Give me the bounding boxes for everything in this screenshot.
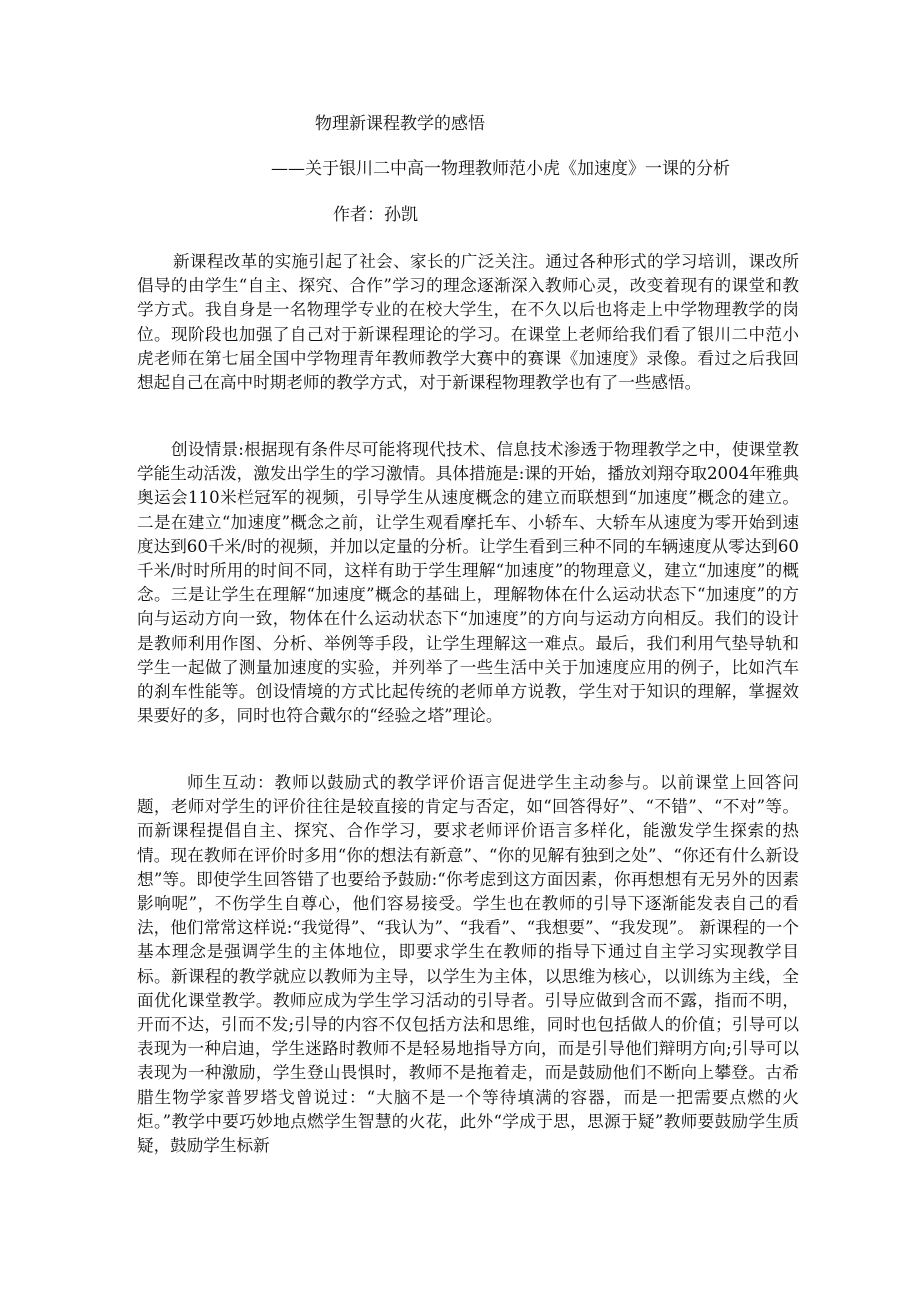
document-subtitle: ——关于银川二中高一物理教师范小虎《加速度》一课的分析 — [271, 159, 730, 179]
document-title: 物理新课程教学的感悟 — [315, 114, 485, 134]
paragraph-teacher-student-interaction: 师生互动：教师以鼓励式的教学评价语言促进学生主动参与。以前课堂上回答问题，老师对学生的评价往往是较直接的肯定与否定，如“回答得好”、“不错”、“不对”等。而新课程提倡自主、探究、合作学习，要求老师评价语言多样化，能激发学生探索的热情。现在教师在评价时多用“你的想法有新意”、“你的见解有独到之处”、“你还有什么新设想”等。即使学生回答错了也要给予鼓励:“你考虑到这方面因素，你再想想有无另外的因素影响呢”，不伤学生自尊心，他们容易接受。学生也在教师的引导下逐渐能发表自己的看法，他们常常这样说:“我觉得”、“我认为”、“我看”、“我想要”、“我发现”。 新课程的一个基本理念是强调学生的主体地位，即要求学生在教师的指导下通过自主学习实现教学目标。新课程的教学就应以教师为主导，以学生为主体，以思维为核心，以训练为主线，全面优化课堂教学。教师应成为学生学习活动的引导者。引导应做到含而不露，指而不明，开而不达，引而不发;引导的内容不仅包括方法和思维，同时也包括做人的价值；引导可以表现为一种启迪，学生迷路时教师不是轻易地指导方向，而是引导他们辩明方向;引导可以表现为一种激励，学生登山畏惧时，教师不是拖着走，而是鼓励他们不断向上攀登。古希腊生物学家普罗塔戈曾说过：“大脑不是一个等待填满的容器，而是一把需要点燃的火炬。”教学中要巧妙地点燃学生智慧的火花，此外“学成于思，思源于疑”教师要鼓励学生质疑，鼓励学生标新 — [137, 773, 799, 1156]
paragraph-creating-scenarios: 创设情景:根据现有条件尽可能将现代技术、信息技术渗透于物理教学之中，使课堂教学能生动活泼，激发出学生的学习激情。具体措施是:课的开始，播放刘翔夺取2004年雅典奥运会110米栏冠军的视频，引导学生从速度概念的建立而联想到“加速度”概念的建立。二是在建立“加速度”概念之前，让学生观看摩托车、小轿车、大轿车从速度为零开始到速度达到60千米/时的视频，并加以定量的分析。让学生看到三种不同的车辆速度从零达到60千米/时时所用的时间不同，这样有助于学生理解“加速度”的物理意义，建立“加速度”的概念。三是让学生在理解“加速度”概念的基础上，理解物体在什么运动状态下“加速度”的方向与运动方向一致，物体在什么运动状态下“加速度”的方向与运动方向相反。我们的设计是教师利用作图、分析、举例等手段，让学生理解这一难点。最后，我们利用气垫导轨和学生一起做了测量加速度的实验，并列举了一些生活中关于加速度应用的例子，比如汽车的刹车性能等。创设情境的方式比起传统的老师单方说教，学生对于知识的理解，掌握效果要好的多，同时也符合戴尔的“经验之塔”理论。 — [137, 440, 799, 726]
paragraph-introduction: 新课程改革的实施引起了社会、家长的广泛关注。通过各种形式的学习培训，课改所倡导的由学生“自主、探究、合作”学习的理念逐渐深入教师心灵，改变着现有的课堂和教学方式。我自身是一名物理学专业的在校大学生，在不久以后也将走上中学物理教学的岗位。现阶段也加强了自己对于新课程理论的学习。在课堂上老师给我们看了银川二中范小虎老师在第七届全国中学物理青年教师教学大赛中的赛课《加速度》录像。看过之后我回想起自己在高中时期老师的教学方式，对于新课程物理教学也有了一些感悟。 — [137, 252, 799, 393]
document-author: 作者：孙凯 — [333, 205, 418, 225]
